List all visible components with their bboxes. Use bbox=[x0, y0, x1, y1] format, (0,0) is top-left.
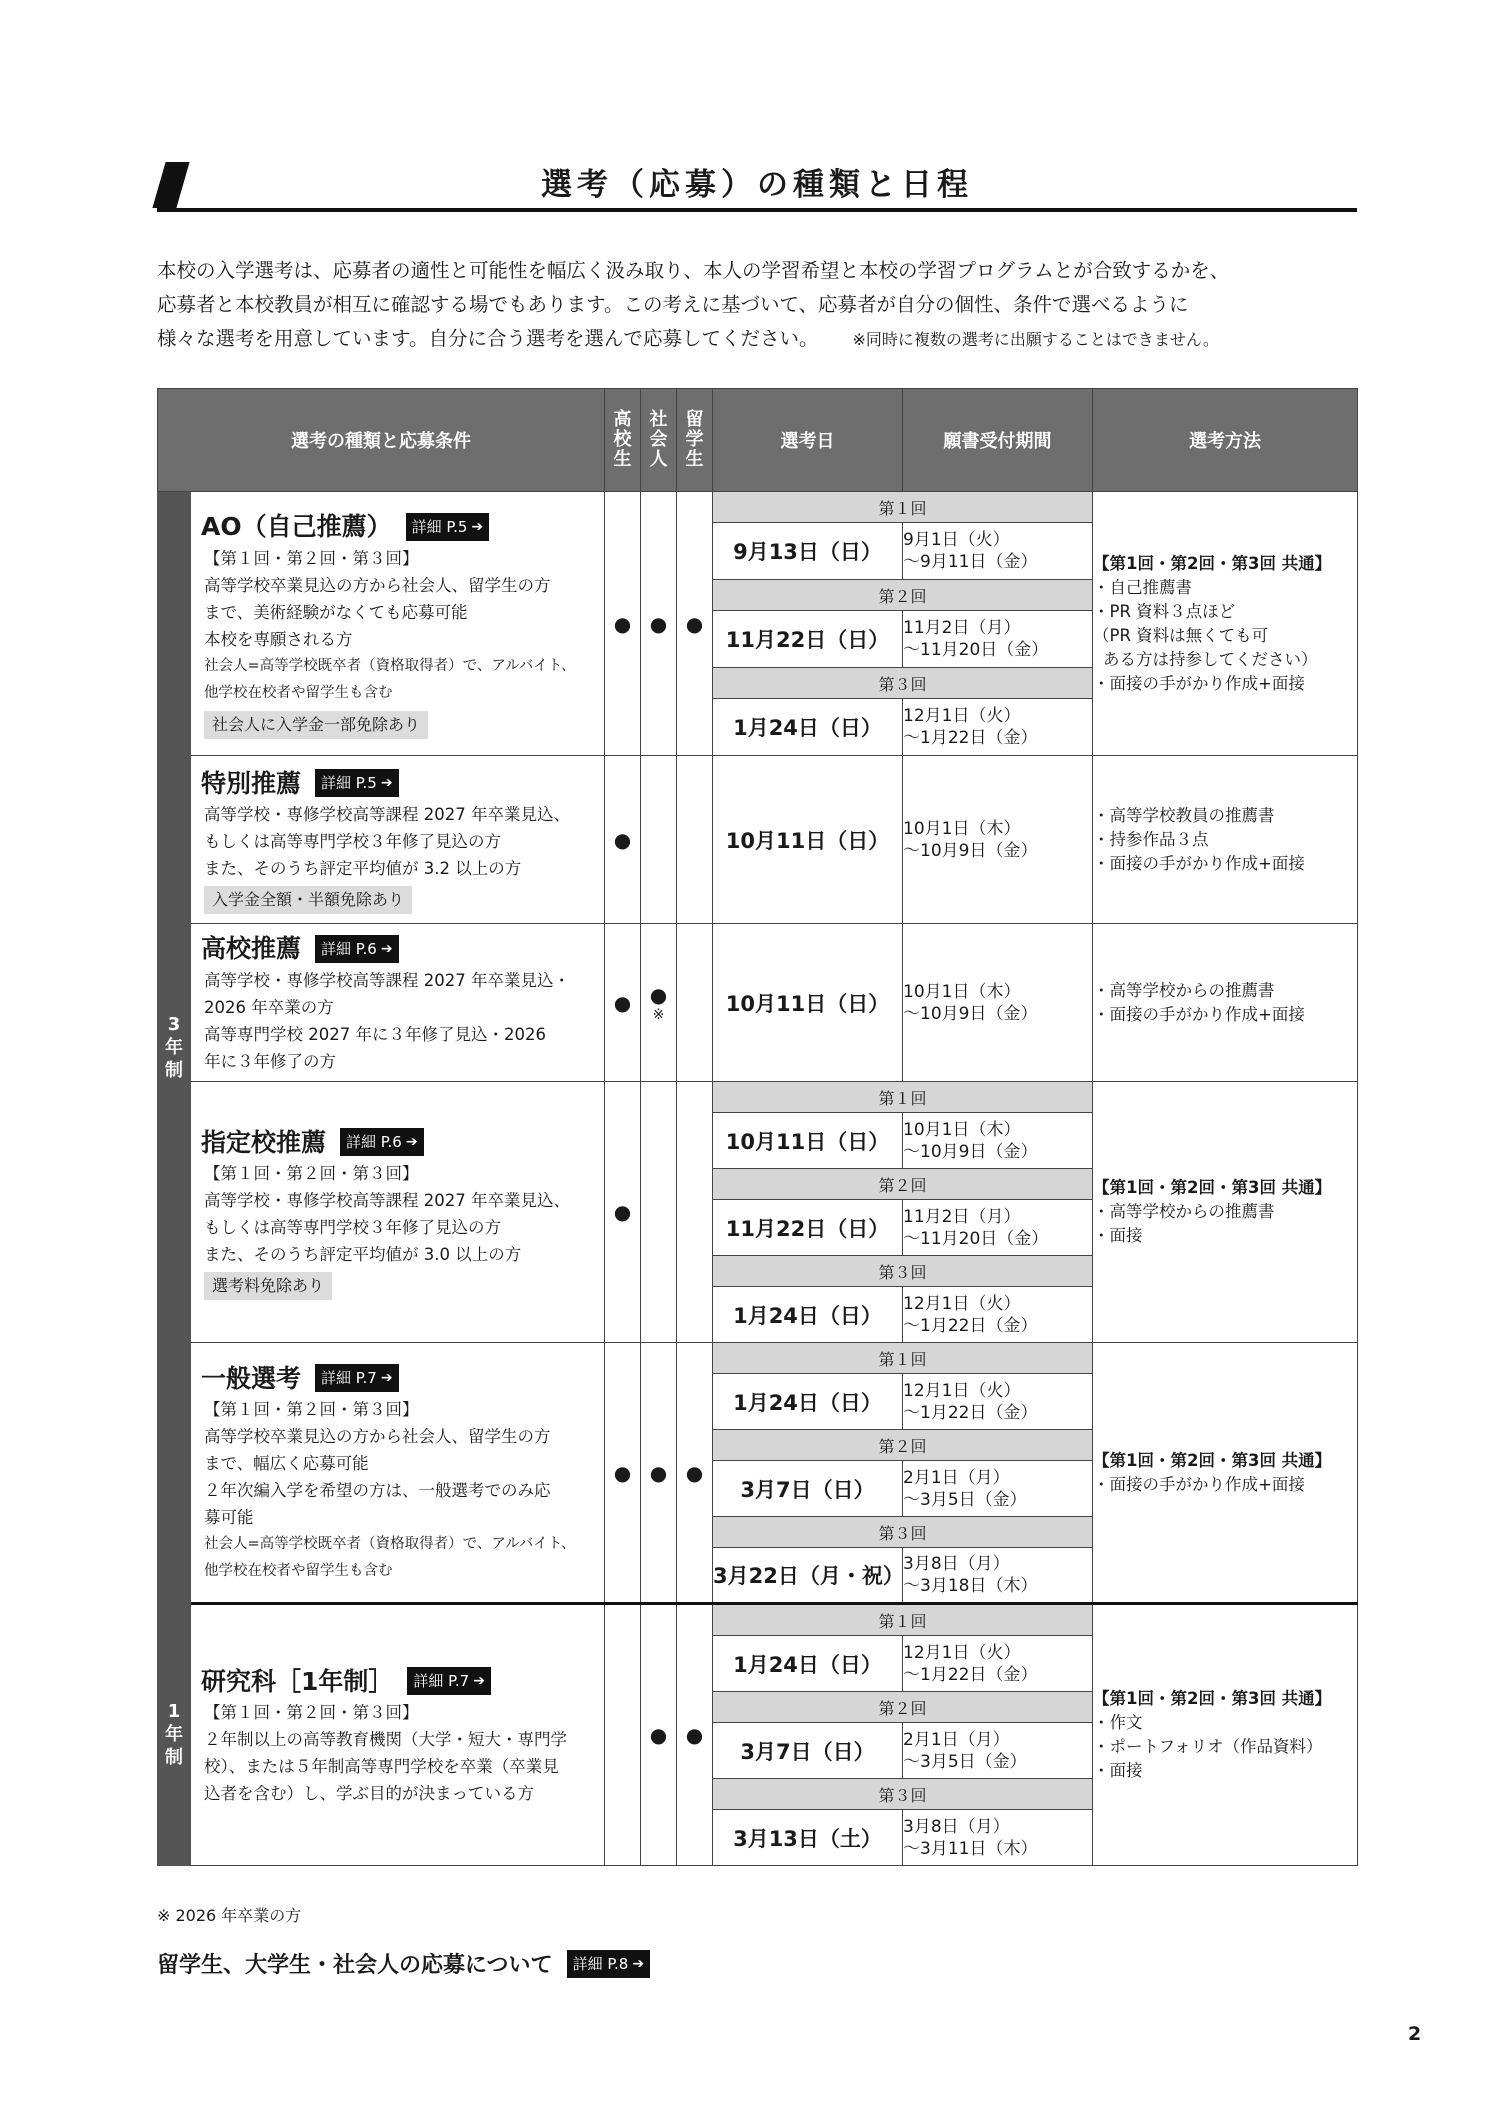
special-intl-empty bbox=[677, 756, 713, 924]
ao-date-3: 1月24日（日） bbox=[713, 699, 903, 756]
col-header-period: 願書受付期間 bbox=[903, 389, 1093, 492]
special-cond: 高等学校・専修学校高等課程 2027 年卒業見込、 bbox=[204, 805, 570, 824]
special-adult-empty bbox=[641, 756, 677, 924]
general-date-1: 1月24日（日） bbox=[713, 1374, 903, 1430]
general-cond: 他学校在校者や留学生も含む bbox=[204, 1563, 393, 1579]
page-number: 2 bbox=[1408, 2023, 1422, 2045]
ao-adult-dot: ● bbox=[641, 492, 677, 756]
special-hs-dot: ● bbox=[605, 756, 641, 924]
round-header: 第１回 bbox=[713, 1343, 1093, 1374]
general-period-2: 2月1日（月） ～3月5日（金） bbox=[903, 1461, 1093, 1517]
general-title: 一般選考 bbox=[201, 1363, 302, 1393]
footnote-mark: ※ bbox=[652, 1006, 665, 1023]
ao-title: AO（自己推薦） bbox=[201, 512, 392, 541]
ao-date-2: 11月22日（日） bbox=[713, 611, 903, 668]
research-date-2: 3月7日（日） bbox=[713, 1723, 903, 1779]
school-title: 高校推薦 bbox=[201, 934, 302, 963]
designated-cond: もしくは高等専門学校３年修了見込の方 bbox=[204, 1218, 501, 1237]
special-title: 特別推薦 bbox=[201, 768, 302, 798]
ao-date-1: 9月13日（日） bbox=[713, 523, 903, 580]
special-cond: もしくは高等専門学校３年修了見込の方 bbox=[204, 832, 501, 851]
general-cond: まで、幅広く応募可能 bbox=[204, 1454, 369, 1473]
designated-cond: 【第１回・第２回・第３回】 bbox=[204, 1164, 419, 1183]
col-header-method: 選考方法 bbox=[1093, 389, 1358, 492]
ao-cond: 本校を専願される方 bbox=[204, 629, 353, 649]
col-header-highschool: 高 校 生 bbox=[605, 389, 641, 492]
round-header: 第３回 bbox=[713, 1517, 1093, 1548]
general-date-2: 3月7日（日） bbox=[713, 1461, 903, 1517]
ao-badge: 社会人に入学金一部免除あり bbox=[204, 711, 428, 739]
arrow-right-icon: ➔ bbox=[380, 775, 393, 791]
research-title: 研究科［1年制］ bbox=[201, 1666, 394, 1696]
research-period-2: 2月1日（月） ～3月5日（金） bbox=[903, 1723, 1093, 1779]
research-intl-dot: ● bbox=[677, 1604, 713, 1866]
arrow-right-icon: ➔ bbox=[380, 1370, 393, 1386]
school-adult-dot: ● ※ bbox=[641, 924, 677, 1082]
general-cond: ２年次編入学を希望の方は、一般選考でのみ応 bbox=[204, 1481, 551, 1500]
designated-cell bbox=[158, 1082, 605, 1343]
designated-cond: 高等学校・専修学校高等課程 2027 年卒業見込、 bbox=[204, 1191, 570, 1210]
general-detail-link[interactable]: 詳細 P.7 ➔ bbox=[315, 1364, 399, 1392]
general-method: 【第1回・第2回・第3回 共通】 ・面接の手がかり作成+面接 bbox=[1093, 1343, 1358, 1604]
designated-period-3: 12月1日（火） ～1月22日（金） bbox=[903, 1287, 1093, 1343]
special-badge: 入学金全額・半額免除あり bbox=[204, 886, 412, 914]
ao-cond: 【第１回・第２回・第３回】 bbox=[204, 548, 419, 568]
round-header: 第３回 bbox=[713, 1779, 1093, 1810]
table-header-row bbox=[158, 389, 1358, 492]
international-detail-link[interactable]: 詳細 P.8 ➔ bbox=[567, 1950, 651, 1978]
general-period-3: 3月8日（月） ～3月18日（木） bbox=[903, 1548, 1093, 1604]
general-date-3: 3月22日（月・祝） bbox=[713, 1548, 903, 1604]
round-header: 第２回 bbox=[713, 1430, 1093, 1461]
ao-cond: まで、美術経験がなくても応募可能 bbox=[204, 602, 468, 622]
school-hs-dot: ● bbox=[605, 924, 641, 1082]
school-date: 10月11日（日） bbox=[713, 924, 903, 1082]
school-cell bbox=[158, 924, 605, 1082]
ao-hs-dot: ● bbox=[605, 492, 641, 756]
research-cond: 校）、または５年制高等専門学校を卒業（卒業見 bbox=[204, 1757, 559, 1776]
special-cell bbox=[158, 756, 605, 924]
special-method: ・高等学校教員の推薦書 ・持参作品３点 ・面接の手がかり作成+面接 bbox=[1093, 756, 1358, 924]
designated-title: 指定校推薦 bbox=[201, 1127, 327, 1157]
arrow-right-icon: ➔ bbox=[405, 1134, 418, 1150]
special-detail-link[interactable]: 詳細 P.5 ➔ bbox=[315, 769, 399, 797]
school-cond: 高等学校・専修学校高等課程 2027 年卒業見込・ bbox=[204, 970, 570, 990]
special-period: 10月1日（木） ～10月9日（金） bbox=[903, 756, 1093, 924]
research-cond: 込者を含む）し、学ぶ目的が決まっている方 bbox=[204, 1784, 534, 1803]
round-header: 第１回 bbox=[713, 492, 1093, 523]
research-period-1: 12月1日（火） ～1月22日（金） bbox=[903, 1636, 1093, 1692]
col-header-adult: 社 会 人 bbox=[641, 389, 677, 492]
international-info bbox=[157, 1948, 650, 1979]
side-label-3yr: 3 年 制 bbox=[157, 492, 191, 1604]
designated-badge: 選考料免除あり bbox=[204, 1272, 332, 1300]
designated-date-1: 10月11日（日） bbox=[713, 1113, 903, 1169]
designated-date-2: 11月22日（日） bbox=[713, 1200, 903, 1256]
ao-cell bbox=[158, 492, 605, 756]
intro-line: 応募者と本校教員が相互に確認する場でもあります。この考えに基づいて、応募者が自分の個性、条件で選べるように bbox=[157, 293, 1189, 316]
arrow-right-icon: ➔ bbox=[632, 1955, 645, 1972]
designated-method: 【第1回・第2回・第3回 共通】 ・高等学校からの推薦書 ・面接 bbox=[1093, 1082, 1358, 1343]
general-intl-dot: ● bbox=[677, 1343, 713, 1604]
intro-note: ※同時に複数の選考に出願することはできません。 bbox=[852, 330, 1219, 349]
general-cond: 社会人=高等学校既卒者（資格取得者）で、アルバイト、 bbox=[204, 1536, 576, 1552]
special-cond: また、そのうち評定平均値が 3.2 以上の方 bbox=[204, 859, 522, 878]
designated-adult-empty bbox=[641, 1082, 677, 1343]
general-cond: 【第１回・第２回・第３回】 bbox=[204, 1400, 419, 1419]
general-cond: 高等学校卒業見込の方から社会人、留学生の方 bbox=[204, 1427, 551, 1446]
designated-period-1: 10月1日（木） ～10月9日（金） bbox=[903, 1113, 1093, 1169]
general-adult-dot: ● bbox=[641, 1343, 677, 1604]
ao-cond: 高等学校卒業見込の方から社会人、留学生の方 bbox=[204, 575, 551, 595]
intro-text bbox=[157, 254, 1357, 357]
research-cell bbox=[158, 1604, 605, 1866]
round-header: 第３回 bbox=[713, 1256, 1093, 1287]
header-rule bbox=[157, 208, 1357, 212]
designated-period-2: 11月2日（月） ～11月20日（金） bbox=[903, 1200, 1093, 1256]
school-detail-link[interactable]: 詳細 P.6 ➔ bbox=[315, 935, 399, 963]
arrow-right-icon: ➔ bbox=[380, 940, 393, 957]
ao-intl-dot: ● bbox=[677, 492, 713, 756]
ao-period-1: 9月1日（火） ～9月11日（金） bbox=[903, 523, 1093, 580]
research-cond: 【第１回・第２回・第３回】 bbox=[204, 1703, 419, 1722]
school-cond: 2026 年卒業の方 bbox=[204, 997, 334, 1017]
school-method: ・高等学校からの推薦書 ・面接の手がかり作成+面接 bbox=[1093, 924, 1358, 1082]
intro-line: 様々な選考を用意しています。自分に合う選考を選んで応募してください。 ※同時に複数の選考に出願することはできません。 bbox=[157, 327, 1219, 350]
col-header-international: 留 学 生 bbox=[677, 389, 713, 492]
special-date: 10月11日（日） bbox=[713, 756, 903, 924]
col-header-date: 選考日 bbox=[713, 389, 903, 492]
intro-line: 本校の入学選考は、応募者の適性と可能性を幅広く汲み取り、本人の学習希望と本校の学習プログラムとが合致するかを、 bbox=[157, 259, 1230, 282]
round-header: 第２回 bbox=[713, 580, 1093, 611]
col-header-type: 選考の種類と応募条件 bbox=[158, 389, 605, 492]
round-header: 第２回 bbox=[713, 1169, 1093, 1200]
page-title: 選考（応募）の種類と日程 bbox=[541, 167, 973, 203]
school-cond: 高等専門学校 2027 年に３年修了見込・2026 bbox=[204, 1024, 546, 1044]
research-date-1: 1月24日（日） bbox=[713, 1636, 903, 1692]
general-cond: 募可能 bbox=[204, 1508, 254, 1527]
ao-cond: 他学校在校者や留学生も含む bbox=[204, 684, 393, 701]
round-header: 第２回 bbox=[713, 1692, 1093, 1723]
section-header bbox=[157, 162, 1357, 210]
general-hs-dot: ● bbox=[605, 1343, 641, 1604]
designated-intl-empty bbox=[677, 1082, 713, 1343]
footnote: ※ 2026 年卒業の方 bbox=[157, 1906, 302, 1925]
designated-detail-link[interactable]: 詳細 P.6 ➔ bbox=[340, 1128, 424, 1156]
schedule-table bbox=[157, 388, 1358, 1866]
arrow-right-icon: ➔ bbox=[471, 518, 484, 535]
ao-method: 【第1回・第2回・第3回 共通】 ・自己推薦書 ・PR 資料３点ほど （PR 資料は無くても可 ある方は持参してください） ・面接の手がかり作成+面接 bbox=[1093, 492, 1358, 756]
general-cell bbox=[158, 1343, 605, 1604]
ao-period-2: 11月2日（月） ～11月20日（金） bbox=[903, 611, 1093, 668]
round-header: 第１回 bbox=[713, 1082, 1093, 1113]
designated-cond: また、そのうち評定平均値が 3.0 以上の方 bbox=[204, 1245, 522, 1264]
ao-detail-link[interactable]: 詳細 P.5 ➔ bbox=[406, 513, 490, 541]
arrow-right-icon: ➔ bbox=[473, 1673, 485, 1689]
research-period-3: 3月8日（月） ～3月11日（木） bbox=[903, 1810, 1093, 1866]
research-method: 【第1回・第2回・第3回 共通】 ・作文 ・ポートフォリオ（作品資料） ・面接 bbox=[1093, 1604, 1358, 1866]
research-cond: ２年制以上の高等教育機関（大学・短大・専門学 bbox=[204, 1730, 567, 1749]
designated-date-3: 1月24日（日） bbox=[713, 1287, 903, 1343]
research-adult-dot: ● bbox=[641, 1604, 677, 1866]
research-detail-link[interactable]: 詳細 P.7 ➔ bbox=[407, 1667, 491, 1695]
research-hs-empty bbox=[605, 1604, 641, 1866]
international-info-text: 留学生、大学生・社会人の応募について bbox=[157, 1953, 553, 1978]
school-cond: 年に３年修了の方 bbox=[204, 1051, 336, 1071]
ao-cond: 社会人=高等学校既卒者（資格取得者）で、アルバイト、 bbox=[204, 657, 576, 674]
ao-period-3: 12月1日（火） ～1月22日（金） bbox=[903, 699, 1093, 756]
school-intl-empty bbox=[677, 924, 713, 1082]
school-period: 10月1日（木） ～10月9日（金） bbox=[903, 924, 1093, 1082]
designated-hs-dot: ● bbox=[605, 1082, 641, 1343]
general-period-1: 12月1日（火） ～1月22日（金） bbox=[903, 1374, 1093, 1430]
side-label-1yr: 1 年 制 bbox=[157, 1604, 191, 1866]
round-header: 第１回 bbox=[713, 1604, 1093, 1636]
round-header: 第３回 bbox=[713, 668, 1093, 699]
research-date-3: 3月13日（土） bbox=[713, 1810, 903, 1866]
